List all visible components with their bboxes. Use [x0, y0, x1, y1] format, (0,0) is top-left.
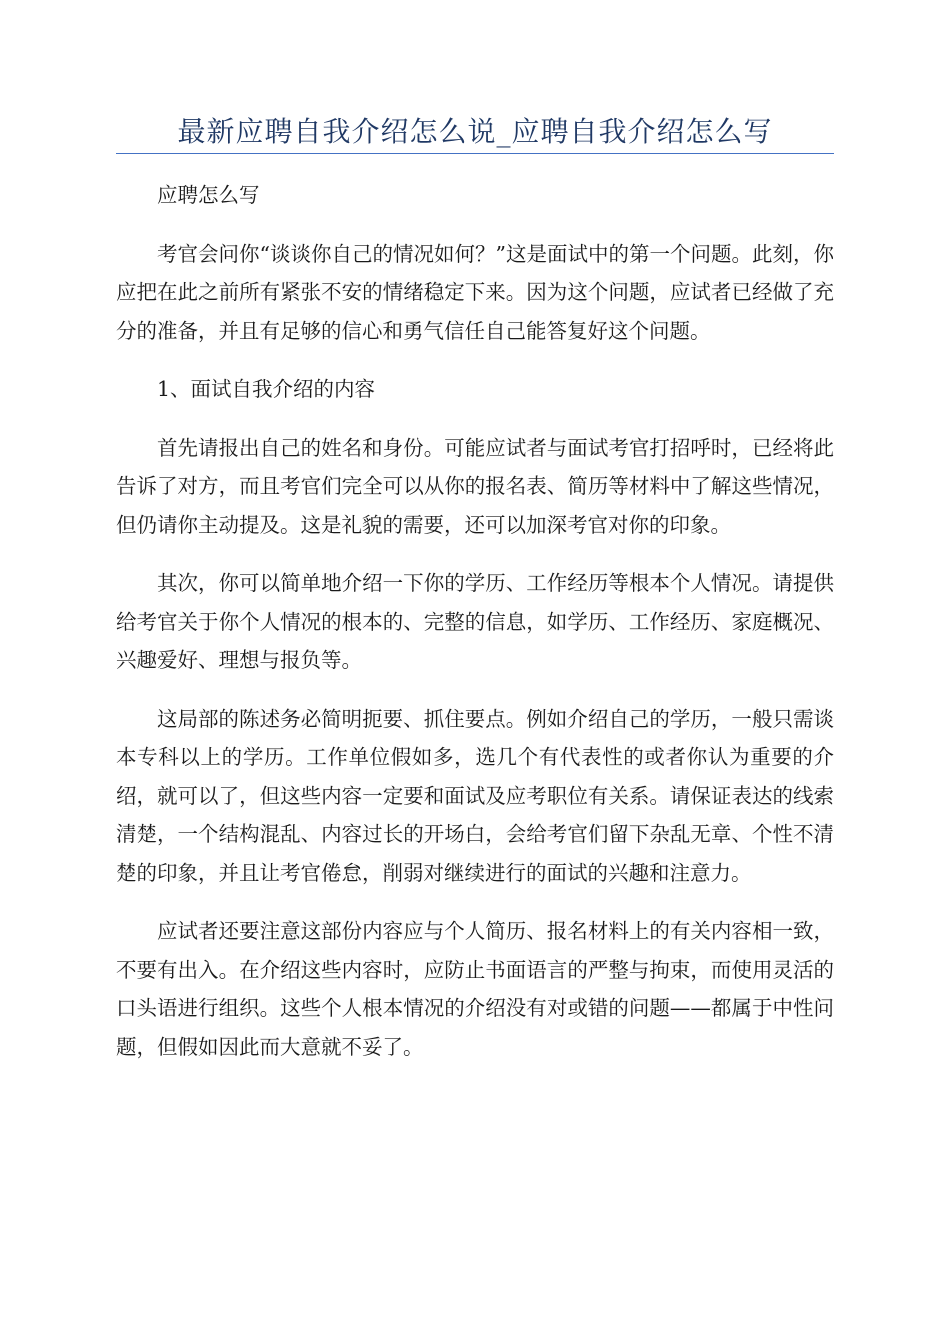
paragraph: 应试者还要注意这部份内容应与个人简历、报名材料上的有关内容相一致，不要有出入。在介绍这些内容时，应防止书面语言的严整与拘束，而使用灵活的口头语进行组织。这些个人根本情况的介绍没有对或错的问题——都属于中性问题，但假如因此而大意就不妥了。: [116, 919, 834, 1059]
page-title: 最新应聘自我介绍怎么说_应聘自我介绍怎么写: [177, 115, 773, 148]
paragraph: 考官会问你“谈谈你自己的情况如何？”这是面试中的第一个问题。此刻，你应把在此之前所有紧张不安的情绪稳定下来。因为这个问题，应试者已经做了充分的准备，并且有足够的信心和勇气信任自己能答复好这个问题。: [116, 241, 834, 343]
title-underline-divider: [116, 153, 834, 154]
paragraph: 其次，你可以简单地介绍一下你的学历、工作经历等根本个人情况。请提供给考官关于你个人情况的根本的、完整的信息，如学历、工作经历、家庭概况、兴趣爱好、理想与报负等。: [116, 571, 834, 672]
paragraph: 首先请报出自己的姓名和身份。可能应试者与面试考官打招呼时，已经将此告诉了对方，而且考官们完全可以从你的报名表、简历等材料中了解这些情况，但仍请你主动提及。这是礼貌的需要，还可以加深考官对你的印象。: [116, 435, 834, 537]
paragraph: 这局部的陈述务必简明扼要、抓住要点。例如介绍自己的学历，一般只需谈本专科以上的学历。工作单位假如多，选几个有代表性的或者你认为重要的介绍，就可以了，但这些内容一定要和面试及应考职位有关系。请保证表达的线索清楚，一个结构混乱、内容过长的开场白，会给考官们留下杂乱无章、个性不清楚的印象，并且让考官倦怠，削弱对继续进行的面试的兴趣和注意力。: [116, 706, 834, 885]
document-body: [116, 176, 834, 1086]
paragraph-subheading: 应聘怎么写: [157, 183, 260, 207]
paragraph-section-heading: 1、面试自我介绍的内容: [157, 377, 376, 401]
